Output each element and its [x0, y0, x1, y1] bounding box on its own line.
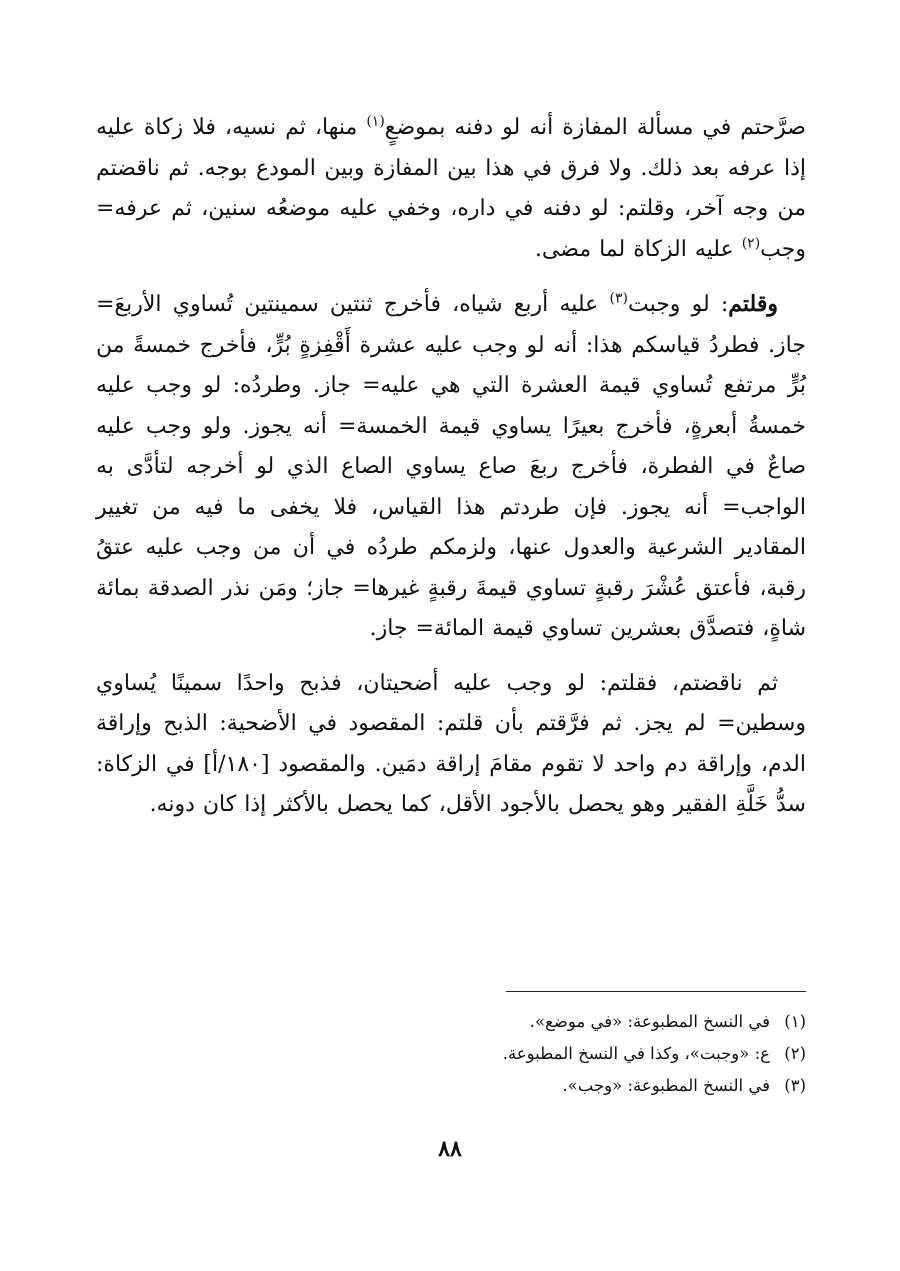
- footnote-ref-3[interactable]: (٣): [609, 290, 628, 307]
- footnote-ref-1[interactable]: (١): [366, 113, 385, 130]
- footnote-1: [306, 1006, 806, 1038]
- paragraph-1-text-a: صرَّحتم في مسألة المفازة أنه لو دفنه بموضعٍ: [384, 115, 806, 140]
- paragraph-3-text: ثم ناقضتم، فقلتم: لو وجب عليه أضحيتان، فذبح واحدًا سمينًا يُساوي وسطين= لم يجز. ثم فرَّقتم بأن قلتم: المقصود في الأضحية: الذبح وإراقة الدم، وإراقة دم واحد لا تقوم مقامَ إراقة دمَين. والمقصود [١٨٠/أ] في الزكاة: سدُّ خَلَّةِ الفقير وهو يحصل بالأجود الأقل، كما يحصل بالأكثر إذا كان دونه.: [96, 670, 806, 817]
- footnote-1-number: (١): [784, 1012, 806, 1031]
- paragraph-1-text-b: منها، ثم نسيه، فلا زكاة عليه إذا عرفه بعد ذلك. ولا فرق في هذا بين المفازة وبين المودع بوجه. ثم ناقضتم من وجه آخر، وقلتم: لو دفنه في داره، وخفي عليه موضعُه سنين، ثم عرفه= وجب: [96, 115, 806, 262]
- footnote-3-number: (٣): [784, 1076, 806, 1095]
- paragraph-3: [96, 664, 806, 826]
- footnote-divider: [506, 991, 806, 992]
- paragraph-2-lead: وقلتم: [728, 291, 778, 317]
- page-number: ٨٨: [438, 1136, 462, 1162]
- paragraph-2-text-a: : لو وجبت: [627, 292, 729, 317]
- footnote-2: [306, 1038, 806, 1070]
- footnote-1-text: في النسخ المطبوعة: «في موضع».: [529, 1012, 770, 1031]
- paragraph-2-text-b: عليه أربع شياه، فأخرج ثنتين سمينتين تُساوي الأربعَ= جاز. فطردُ قياسكم هذا: أنه لو وجب عليه عشرة أَقْفِزةٍ بُرٍّ، فأخرج خمسةً من بُرٍّ مرتفع تُساوي قيمة العشرة التي هي عليه= جاز. وطردُه: لو وجب عليه خمسةُ أبعرةٍ، فأخرج بعيرًا يساوي قيمة الخمسة= أنه يجوز. ولو وجب عليه صاعٌ في الفطرة، فأخرج ربعَ صاع يساوي الصاع الذي لو أخرجه لتأدَّى به الواجب= أنه يجوز. فإن طردتم هذا القياس، فلا يخفى ما فيه من تغيير المقادير الشرعية والعدول عنها، ولزمكم طردُه في أن من وجب عليه عتقُ رقبة، فأعتق عُشْرَ رقبةٍ تساوي قيمةَ رقبةٍ غيرها= جاز؛ ومَن نذر الصدقة بمائة شاةٍ، فتصدَّق بعشرين تساوي قيمة المائة= جاز.: [96, 292, 806, 641]
- paragraph-1: [96, 108, 806, 270]
- footnote-2-text: ع: «وجبت»، وكذا في النسخ المطبوعة.: [502, 1044, 770, 1063]
- paragraph-2: [96, 284, 806, 650]
- footnotes-list: [306, 1006, 806, 1102]
- footnote-3: [306, 1070, 806, 1102]
- footnote-3-text: في النسخ المطبوعة: «وجب».: [562, 1076, 770, 1095]
- footnote-2-number: (٢): [784, 1044, 806, 1063]
- footnote-ref-2[interactable]: (٢): [741, 235, 761, 252]
- paragraph-1-text-c: عليه الزكاة لما مضى.: [534, 236, 742, 262]
- page-body: [96, 108, 806, 840]
